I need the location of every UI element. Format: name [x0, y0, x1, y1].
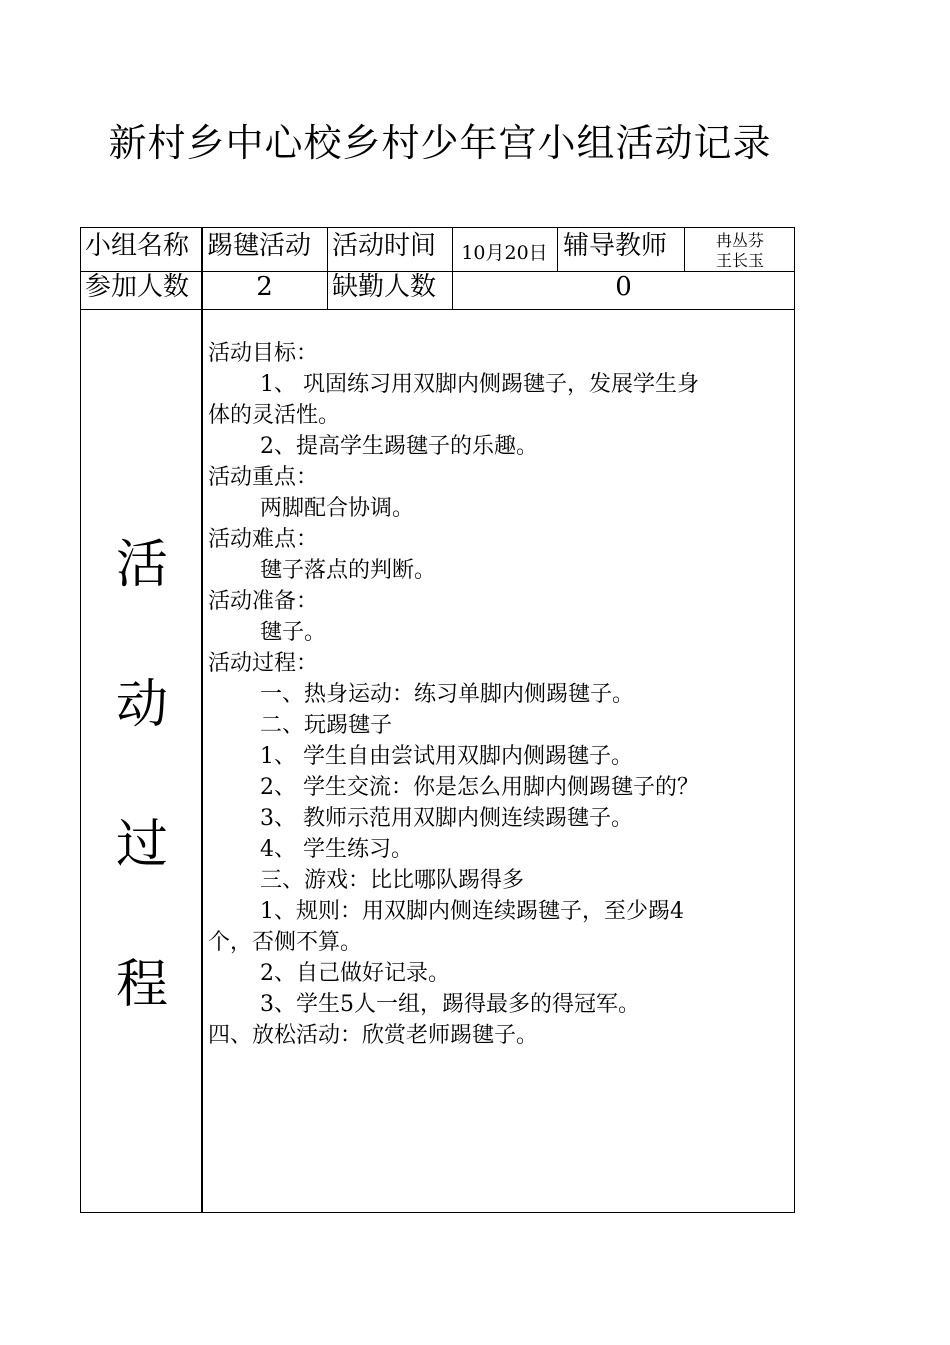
process-line: 活动过程：: [208, 651, 319, 676]
absent-value: 0: [615, 272, 632, 302]
process-label-char: 动: [115, 675, 168, 735]
process-label-char: 程: [115, 955, 168, 1015]
process-line: 毽子落点的判断。: [260, 558, 437, 583]
process-line: 体的灵活性。: [208, 403, 341, 428]
process-line: 三、游戏：比比哪队踢得多: [260, 868, 525, 893]
participants-value: 2: [256, 272, 273, 302]
process-line: 3、学生5人一组，踢得最多的得冠军。: [260, 992, 640, 1017]
process-line: 一、热身运动：练习单脚内侧踢毽子。: [260, 682, 635, 707]
table-row-divider: [80, 309, 795, 310]
table-border-top: [80, 227, 795, 228]
process-content: [208, 338, 788, 1051]
process-line: 活动目标：: [208, 341, 319, 366]
process-line: 1、 巩固练习用双脚内侧踢毽子，发展学生身: [260, 372, 699, 397]
process-line: 活动重点：: [208, 465, 319, 490]
process-line: 2、 学生交流：你是怎么用脚内侧踢毽子的？: [260, 775, 699, 800]
process-line: 活动准备：: [208, 589, 319, 614]
absent-label: 缺勤人数: [332, 272, 437, 302]
teacher-name: 王长玉: [715, 251, 764, 270]
process-label-char: 活: [115, 535, 168, 595]
participants-label: 参加人数: [85, 272, 190, 302]
table-border-right: [794, 227, 795, 1213]
process-line: 二、玩踢毽子: [260, 713, 393, 738]
process-line: 4、 学生练习。: [260, 837, 413, 862]
table-col-divider: [557, 227, 558, 272]
teacher-label: 辅导教师: [563, 231, 668, 261]
table-col-divider: [327, 227, 328, 310]
process-line: 个，否侧不算。: [208, 930, 363, 955]
process-line: 2、提高学生踢毽子的乐趣。: [260, 434, 538, 459]
process-line: 活动难点：: [208, 527, 319, 552]
process-line: 1、规则：用双脚内侧连续踢毽子，至少踢4: [260, 899, 684, 924]
page-title: 新村乡中心校乡村少年宫小组活动记录: [108, 121, 772, 165]
table-col-divider: [684, 227, 685, 272]
teacher-name: 冉丛芬: [715, 231, 764, 250]
activity-time-label: 活动时间: [332, 231, 437, 261]
group-name-label: 小组名称: [85, 231, 190, 261]
process-line: 2、自己做好记录。: [260, 961, 450, 986]
process-line: 3、 教师示范用双脚内侧连续踢毽子。: [260, 806, 633, 831]
process-line: 毽子。: [260, 620, 327, 645]
process-line: 1、 学生自由尝试用双脚内侧踢毽子。: [260, 744, 633, 769]
activity-time-value: 10月20日: [461, 242, 548, 264]
table-border-bottom: [80, 1212, 795, 1213]
process-line: 四、放松活动：欣赏老师踢毽子。: [208, 1023, 539, 1048]
process-label-char: 过: [115, 815, 168, 875]
group-name-value: 踢毽活动: [207, 231, 312, 261]
process-line: 两脚配合协调。: [260, 496, 415, 521]
table-border-left: [80, 227, 81, 1213]
